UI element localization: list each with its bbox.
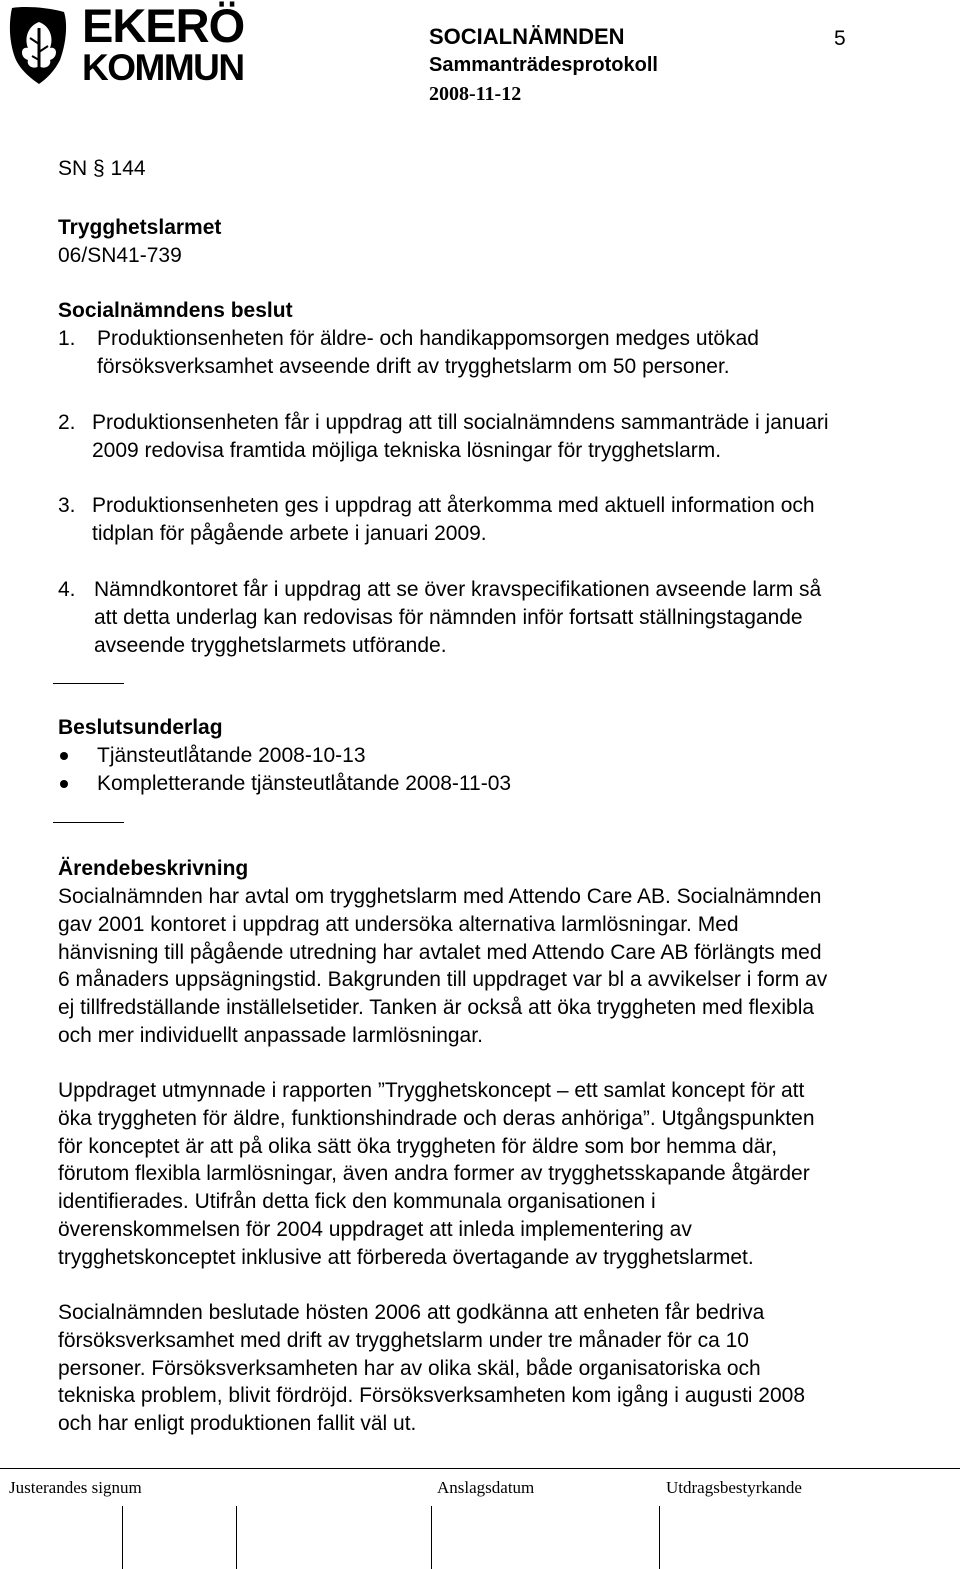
paragraph-line: Socialnämnden har avtal om trygghetslarm med Attendo Care AB. Socialnämnden [58, 885, 822, 908]
decision-item-number: 3. [58, 494, 76, 517]
signature-box-divider [236, 1506, 237, 1569]
page-number: 5 [834, 27, 846, 50]
logo-text-top: EKERÖ [82, 0, 245, 52]
case-title: Trygghetslarmet [58, 216, 222, 239]
decision-item-line: avseende trygghetslarmets utförande. [94, 634, 447, 657]
decision-item-line: tidplan för pågående arbete i januari 2009. [92, 522, 487, 545]
decision-item-line: Produktionsenheten ges i uppdrag att återkomma med aktuell information och [92, 494, 815, 517]
decision-item-line: Nämndkontoret får i uppdrag att se över kravspecifikationen avseende larm så [94, 578, 822, 601]
paragraph-line: Uppdraget utmynnade i rapporten ”Trygghetskoncept – ett samlat koncept för att [58, 1079, 805, 1102]
paragraph-line: överenskommelsen för 2004 uppdraget att inleda implementering av [58, 1218, 692, 1241]
paragraph-line: förutom flexibla larmlösningar, även andra former av trygghetsskapande åtgärder [58, 1162, 810, 1185]
decision-item-line: att detta underlag kan redovisas för nämnden inför fortsatt ställningstagande [94, 606, 803, 629]
description-heading: Ärendebeskrivning [58, 857, 249, 880]
paragraph-line: hänvisning till pågående utredning har avtalet med Attendo Care AB förlängts med [58, 941, 822, 964]
divider [53, 683, 124, 684]
paragraph-line: Socialnämnden beslutade hösten 2006 att godkänna att enheten får bedriva [58, 1301, 765, 1324]
document-type: Sammanträdesprotokoll [429, 54, 658, 76]
decision-item-line: Produktionsenheten för äldre- och handikappomsorgen medges utökad [97, 327, 759, 350]
basis-item: Kompletterande tjänsteutlåtande 2008-11-03 [97, 772, 512, 795]
paragraph-line: för konceptet är att på olika sätt öka tryggheten för äldre som bor hemma där, [58, 1135, 778, 1158]
decision-item-number: 2. [58, 411, 76, 434]
decision-item-line: 2009 redovisa framtida möjliga tekniska lösningar för trygghetslarm. [92, 439, 722, 462]
paragraph-line: och mer individuellt anpassade larmlösningar. [58, 1024, 483, 1047]
oak-leaf-icon [6, 4, 72, 86]
signature-box-divider [431, 1506, 432, 1569]
paragraph-line: ej tillfredställande inställelsetider. Tanken är också att öka tryggheten med flexibla [58, 996, 815, 1019]
paragraph-line: personer. Försöksverksamheten har av olika skäl, både organisatoriska och [58, 1357, 761, 1380]
paragraph-line: gav 2001 kontoret i uppdrag att undersöka alternativa larmlösningar. Med [58, 913, 739, 936]
signature-box-divider [122, 1506, 123, 1569]
municipality-logo [6, 0, 245, 88]
logo-text-bottom: KOMMUN [82, 47, 244, 88]
bullet-icon [60, 752, 68, 760]
paragraph-line: försöksverksamhet med drift av trygghetslarm under tre månader för ca 10 [58, 1329, 749, 1352]
basis-item: Tjänsteutlåtande 2008-10-13 [97, 744, 366, 767]
paragraph-line: öka tryggheten för äldre, funktionshindrade och deras anhöriga”. Utgångspunkten [58, 1107, 815, 1130]
signature-box-divider [659, 1506, 660, 1569]
footer-posting-label: Anslagsdatum [437, 1478, 535, 1497]
paragraph-line: och har enligt produktionen fallit väl ut. [58, 1412, 417, 1435]
footer-signature-label: Justerandes signum [9, 1478, 142, 1497]
decision-item-number: 4. [58, 578, 76, 601]
divider [53, 822, 124, 823]
paragraph-line: trygghetskonceptet inklusive att förbereda övertagande av trygghetslarmet. [58, 1246, 754, 1269]
footer-certified-label: Utdragsbestyrkande [666, 1478, 802, 1497]
decision-heading: Socialnämndens beslut [58, 299, 293, 322]
section-number: SN § 144 [58, 157, 146, 180]
paragraph-line: identifierades. Utifrån detta fick den kommunala organisationen i [58, 1190, 656, 1213]
decision-item-number: 1. [58, 327, 76, 350]
paragraph-line: tekniska problem, blivit fördröjd. Försöksverksamheten kom igång i augusti 2008 [58, 1384, 806, 1407]
decision-item-line: försöksverksamhet avseende drift av trygghetslarm om 50 personer. [97, 355, 730, 378]
meeting-date: 2008-11-12 [429, 83, 522, 105]
paragraph-line: 6 månaders uppsägningstid. Bakgrunden till uppdraget var bl a avvikelser i form av [58, 968, 828, 991]
decision-item-line: Produktionsenheten får i uppdrag att till socialnämndens sammanträde i januari [92, 411, 829, 434]
case-reference: 06/SN41-739 [58, 244, 182, 267]
basis-heading: Beslutsunderlag [58, 716, 223, 739]
bullet-icon [60, 780, 68, 788]
committee-name: SOCIALNÄMNDEN [429, 24, 625, 49]
footer-rule [0, 1468, 960, 1469]
